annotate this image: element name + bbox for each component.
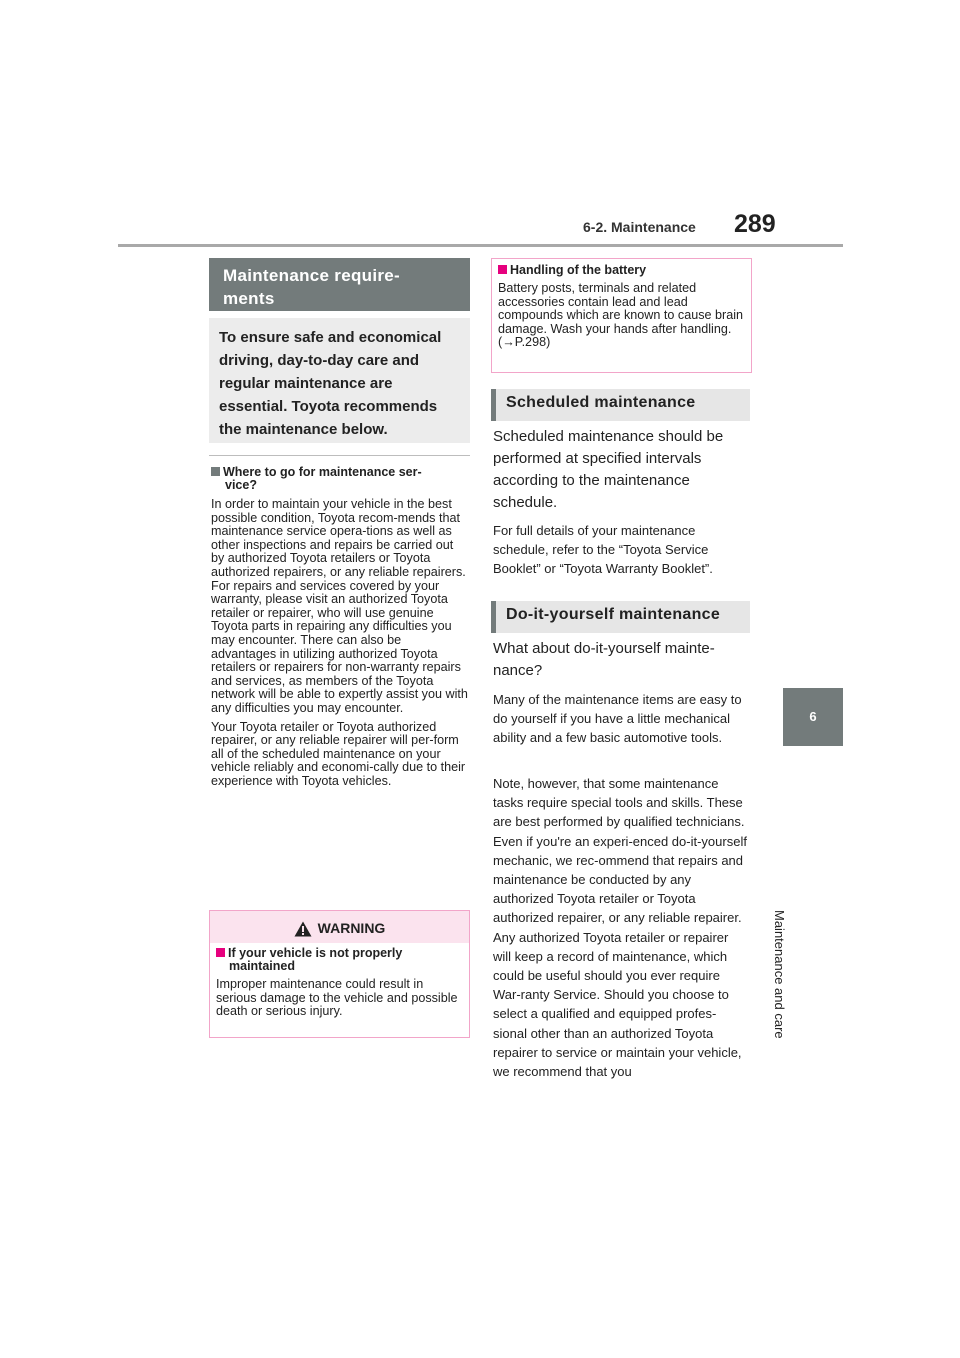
intro-text: To ensure safe and economical driving, day-to-day care and regular maintenance are essential. Toyota recommends the maintenance below. (219, 329, 442, 438)
where-to-go-section (211, 466, 468, 793)
section-title-text: Maintenance require- ments (223, 266, 400, 308)
diy-paragraph-2: Note, however, that some maintenance tasks require special tools and skills. These are best performed by qualified technicians. Even if you're an experi-enced do-it-yourself mechanic, we rec-ommend that repairs and maintenance be conducted by any authorized Toyota retailer or Toyota authorized repairer, or any reliable repairer. Any authorized Toyota retailer or repairer will keep a record of maintenance, which could be useful should you ever require War-ranty Service. Should you choose to select a qualified and equipped profes-sional other than an authorized Toyota repairer to service or maintain your vehicle, we recommend that you (493, 776, 747, 1080)
battery-notice-box (491, 258, 752, 373)
warning-triangle-icon (294, 921, 312, 937)
section-title-scheduled-maintenance (491, 389, 750, 421)
divider (209, 455, 470, 456)
scheduled-text: For full details of your maintenance schedule, refer to the “Toyota Service Booklet” or “Toyota Warranty Booklet”. (493, 523, 713, 577)
square-bullet-icon (211, 467, 220, 476)
page-number: 289 (734, 210, 776, 238)
battery-heading (492, 259, 751, 277)
section-header: 6-2. Maintenance (583, 219, 696, 235)
battery-heading-text: Handling of the battery (510, 263, 647, 277)
square-bullet-icon (216, 948, 225, 957)
where-paragraph-1: In order to maintain your vehicle in the best possible condition, Toyota recom-mends that maintenance service opera-tions as well as other inspections and repairs be carried out by authorized Toyota retailers or Toyota authorized repairers, or any reliable repairers. For repairs and services covered by your warranty, please visit an authorized Toyota retailer or repairer, who will use genuine Toyota parts in repairing any difficulties you may encounter. There can also be advantages in utilizing authorized Toyota retailers or repairers for non-warranty repairs and services, as members of the Toyota network will be able to expertly assist you with any difficulties you may encounter. (211, 497, 468, 715)
warning-text: Improper maintenance could result in serious damage to the vehicle and possible death or serious injury. (216, 977, 458, 1019)
chapter-title: Maintenance and care (772, 910, 787, 1039)
where-heading-line2: vice? (225, 478, 257, 492)
where-paragraph-2: Your Toyota retailer or Toyota authorized repairer, or any reliable repairer will per-form all of the scheduled maintenance on your vehicle reliably and economi-cally due to their experience with Toyota vehicles. (211, 719, 466, 788)
intro-box (209, 318, 470, 443)
scheduled-lead: Scheduled maintenance should be performed at specified intervals according to the maintenance schedule. (493, 428, 724, 511)
square-bullet-icon (498, 265, 507, 274)
battery-text: Battery posts, terminals and related accessories contain lead and lead compounds which are known to cause brain damage. Wash your hands after handling. (→P.298) (498, 281, 744, 350)
warning-heading (216, 947, 463, 973)
diy-lead: What about do-it-yourself mainte-nance? (493, 640, 715, 679)
where-heading-line1: Where to go for maintenance ser- (223, 465, 422, 479)
warning-header (210, 911, 469, 943)
where-heading (211, 466, 468, 492)
chapter-tab: 6 (783, 688, 843, 746)
scheduled-title: Scheduled maintenance (506, 394, 696, 411)
warning-heading-line1: If your vehicle is not properly (228, 946, 403, 960)
section-title-maintenance-requirements (209, 258, 470, 311)
diy-title: Do-it-yourself maintenance (506, 606, 721, 623)
header-divider (118, 244, 843, 247)
diy-paragraph-1: Many of the maintenance items are easy to do yourself if you have a little mechanical ability and a few basic automotive tools. (493, 692, 742, 746)
warning-heading-line2: maintained (229, 959, 295, 973)
section-title-diy-maintenance (491, 601, 750, 633)
warning-box (209, 910, 470, 1038)
warning-title: WARNING (317, 920, 386, 936)
